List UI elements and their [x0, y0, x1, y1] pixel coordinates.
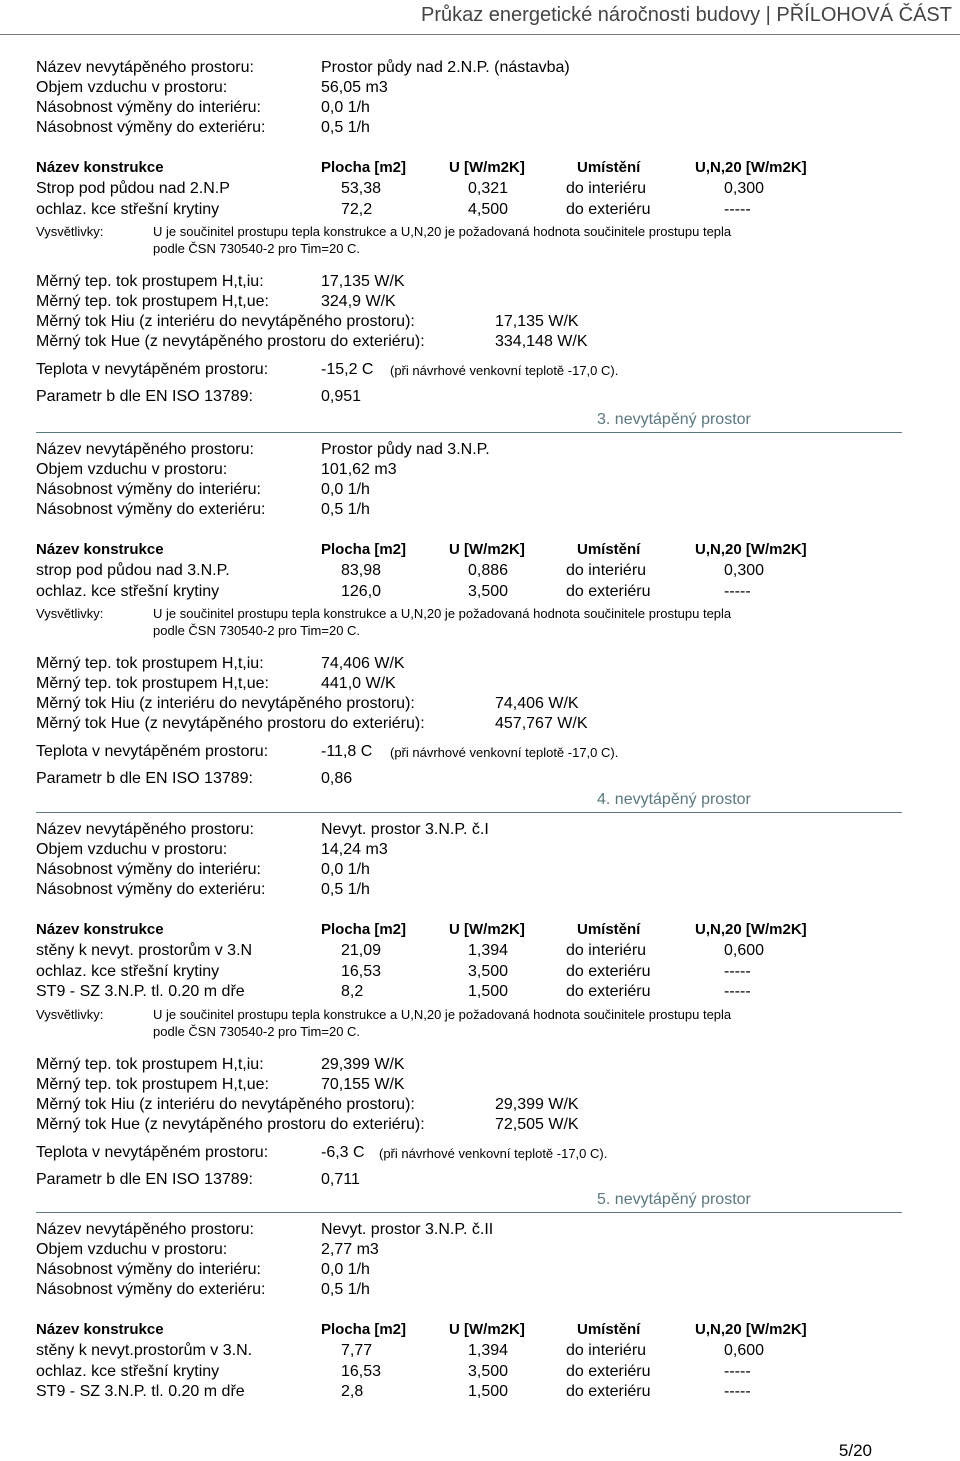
- exchange-ext-label: Násobnost výměny do exteriéru:: [36, 119, 266, 136]
- header-title: Průkaz energetické náročnosti budovy | PŘÍLOHOVÁ ČÁST: [421, 4, 952, 26]
- col-header-name: Název konstrukce: [36, 1321, 164, 1338]
- table-cell-location: do exteriéru: [566, 1383, 651, 1400]
- heat-flow-ue-value: 70,155 W/K: [321, 1075, 405, 1093]
- air-volume-value: 2,77 m3: [321, 1241, 379, 1258]
- table-cell-location: do exteriéru: [566, 582, 651, 600]
- table-cell-location: do interiéru: [566, 562, 647, 579]
- col-header-un: U,N,20 [W/m2K]: [695, 541, 807, 558]
- air-volume-value: 101,62 m3: [321, 461, 397, 478]
- hue-total-label: Měrný tok Hue (z nevytápěného prostoru do exteriéru):: [36, 1115, 425, 1133]
- heat-flow-ue-label: Měrný tep. tok prostupem H,t,ue:: [36, 293, 269, 310]
- table-cell-name: stěny k nevyt.prostorům v 3.N.: [36, 1342, 253, 1359]
- col-header-area: Plocha [m2]: [321, 159, 407, 176]
- table-cell-name: ochlaz. kce střešní krytiny: [36, 1362, 220, 1380]
- table-cell-area: 7,77: [341, 1342, 373, 1359]
- exchange-ext-label: Násobnost výměny do exteriéru:: [36, 881, 266, 898]
- table-cell-name: Strop pod půdou nad 2.N.P: [36, 180, 230, 197]
- table-cell-area: 53,38: [341, 180, 382, 197]
- temperature-note: (při návrhové venkovní teplotě -17,0 C).: [390, 745, 619, 760]
- table-cell-name: ST9 - SZ 3.N.P. tl. 0.20 m dře: [36, 1383, 245, 1400]
- space-name-value: Nevyt. prostor 3.N.P. č.II: [321, 1221, 494, 1238]
- table-cell-area: 83,98: [341, 562, 382, 579]
- parameter-b-label: Parametr b dle EN ISO 13789:: [36, 388, 253, 405]
- col-header-name: Název konstrukce: [36, 541, 164, 558]
- table-cell-location: do exteriéru: [566, 1362, 651, 1380]
- hue-total-label: Měrný tok Hue (z nevytápěného prostoru do exteriéru):: [36, 715, 425, 732]
- table-cell-location: do interiéru: [566, 180, 647, 197]
- table-cell-u: 1,500: [468, 1383, 509, 1400]
- table-cell-u: 4,500: [468, 200, 509, 218]
- hiu-total-value: 74,406 W/K: [495, 695, 579, 712]
- space-name-label: Název nevytápěného prostoru:: [36, 821, 254, 838]
- table-cell-un: -----: [724, 983, 751, 1000]
- hiu-total-value: 17,135 W/K: [495, 313, 579, 330]
- air-volume-label: Objem vzduchu v prostoru:: [36, 461, 228, 478]
- table-cell-area: 72,2: [341, 200, 373, 218]
- hue-total-value: 457,767 W/K: [495, 715, 588, 732]
- air-volume-value: 56,05 m3: [321, 79, 388, 96]
- exchange-ext-value: 0,5 1/h: [321, 501, 370, 518]
- col-header-area: Plocha [m2]: [321, 921, 407, 938]
- space-name-value: Prostor půdy nad 3.N.P.: [321, 441, 490, 458]
- table-cell-u: 1,394: [468, 1342, 509, 1359]
- hue-total-value: 72,505 W/K: [495, 1115, 579, 1133]
- table-cell-area: 8,2: [341, 983, 364, 1000]
- exchange-ext-label: Násobnost výměny do exteriéru:: [36, 1281, 266, 1298]
- legend-text-line1: U je součinitel prostupu tepla konstrukce a U,N,20 je požadovaná hodnota součinitele prostupu tepla: [153, 1006, 732, 1022]
- col-header-location: Umístění: [577, 921, 641, 938]
- table-cell-location: do interiéru: [566, 942, 647, 959]
- table-cell-un: -----: [724, 200, 751, 218]
- hue-total-label: Měrný tok Hue (z nevytápěného prostoru do exteriéru):: [36, 333, 425, 350]
- legend-text-line2: podle ČSN 730540-2 pro Tim=20 C.: [153, 623, 361, 638]
- legend-label: Vysvětlivky:: [36, 606, 104, 621]
- table-cell-name: ochlaz. kce střešní krytiny: [36, 962, 220, 980]
- table-cell-name: stěny k nevyt. prostorům v 3.N: [36, 942, 253, 959]
- air-volume-label: Objem vzduchu v prostoru:: [36, 79, 228, 96]
- table-cell-name: strop pod půdou nad 3.N.P.: [36, 562, 230, 579]
- temperature-value: -11,8 C: [321, 743, 373, 760]
- table-cell-un: 0,600: [724, 942, 765, 959]
- heat-flow-ue-label: Měrný tep. tok prostupem H,t,ue:: [36, 1075, 269, 1093]
- exchange-ext-label: Násobnost výměny do exteriéru:: [36, 501, 266, 518]
- legend-text-line2: podle ČSN 730540-2 pro Tim=20 C.: [153, 1023, 361, 1039]
- exchange-int-value: 0,0 1/h: [321, 481, 370, 498]
- hiu-total-label: Měrný tok Hiu (z interiéru do nevytápěného prostoru):: [36, 1095, 415, 1113]
- col-header-name: Název konstrukce: [36, 159, 164, 176]
- temperature-value: -15,2 C: [321, 361, 374, 378]
- temperature-note: (při návrhové venkovní teplotě -17,0 C).: [390, 363, 619, 378]
- parameter-b-value: 0,951: [321, 388, 362, 405]
- exchange-ext-value: 0,5 1/h: [321, 1281, 370, 1298]
- section-heading: 3. nevytápěný prostor: [597, 411, 751, 428]
- table-cell-un: 0,300: [724, 562, 765, 579]
- heat-flow-ue-value: 324,9 W/K: [321, 293, 396, 310]
- legend-label: Vysvětlivky:: [36, 224, 104, 239]
- exchange-int-label: Násobnost výměny do interiéru:: [36, 99, 261, 116]
- temperature-value: -6,3 C: [321, 1143, 365, 1161]
- exchange-int-label: Násobnost výměny do interiéru:: [36, 1261, 261, 1278]
- col-header-location: Umístění: [577, 541, 641, 558]
- air-volume-label: Objem vzduchu v prostoru:: [36, 841, 228, 858]
- table-cell-un: 0,300: [724, 180, 765, 197]
- heat-flow-ue-value: 441,0 W/K: [321, 675, 396, 692]
- table-cell-un: 0,600: [724, 1342, 765, 1359]
- air-volume-value: 14,24 m3: [321, 841, 388, 858]
- air-volume-label: Objem vzduchu v prostoru:: [36, 1241, 228, 1258]
- col-header-name: Název konstrukce: [36, 921, 164, 938]
- hiu-total-label: Měrný tok Hiu (z interiéru do nevytápěného prostoru):: [36, 313, 415, 330]
- col-header-un: U,N,20 [W/m2K]: [695, 1321, 807, 1338]
- col-header-u: U [W/m2K]: [449, 541, 525, 558]
- section-divider: [36, 432, 902, 433]
- hue-total-value: 334,148 W/K: [495, 333, 588, 350]
- col-header-location: Umístění: [577, 159, 641, 176]
- table-cell-area: 21,09: [341, 942, 382, 959]
- table-cell-u: 3,500: [468, 962, 509, 980]
- table-cell-un: -----: [724, 582, 751, 600]
- col-header-u: U [W/m2K]: [449, 159, 525, 176]
- heat-flow-iu-label: Měrný tep. tok prostupem H,t,iu:: [36, 273, 264, 290]
- exchange-int-value: 0,0 1/h: [321, 1261, 370, 1278]
- heat-flow-iu-label: Měrný tep. tok prostupem H,t,iu:: [36, 1055, 264, 1073]
- temperature-label: Teplota v nevytápěném prostoru:: [36, 1143, 269, 1161]
- page-header: [0, 0, 960, 40]
- space-name-label: Název nevytápěného prostoru:: [36, 59, 254, 76]
- table-cell-un: -----: [724, 1362, 751, 1380]
- hiu-total-label: Měrný tok Hiu (z interiéru do nevytápěného prostoru):: [36, 695, 415, 712]
- exchange-int-value: 0,0 1/h: [321, 861, 370, 878]
- temperature-note: (při návrhové venkovní teplotě -17,0 C).: [379, 1145, 608, 1161]
- parameter-b-value: 0,711: [321, 1170, 360, 1188]
- temperature-label: Teplota v nevytápěném prostoru:: [36, 743, 269, 760]
- space-name-value: Nevyt. prostor 3.N.P. č.I: [321, 821, 489, 838]
- heat-flow-ue-label: Měrný tep. tok prostupem H,t,ue:: [36, 675, 269, 692]
- section-heading: 4. nevytápěný prostor: [597, 791, 751, 808]
- table-cell-u: 3,500: [468, 1362, 509, 1380]
- table-cell-location: do exteriéru: [566, 962, 651, 980]
- table-cell-name: ochlaz. kce střešní krytiny: [36, 200, 220, 218]
- heat-flow-iu-value: 74,406 W/K: [321, 655, 405, 672]
- heat-flow-iu-value: 29,399 W/K: [321, 1055, 405, 1073]
- section-divider: [36, 1212, 902, 1213]
- exchange-ext-value: 0,5 1/h: [321, 119, 370, 136]
- table-cell-area: 2,8: [341, 1383, 364, 1400]
- legend-text-line1: U je součinitel prostupu tepla konstrukce a U,N,20 je požadovaná hodnota součinitele prostupu tepla: [153, 606, 732, 621]
- col-header-un: U,N,20 [W/m2K]: [695, 159, 807, 176]
- exchange-int-label: Násobnost výměny do interiéru:: [36, 861, 261, 878]
- space-name-label: Název nevytápěného prostoru:: [36, 1221, 254, 1238]
- hiu-total-value: 29,399 W/K: [495, 1095, 579, 1113]
- heat-flow-iu-label: Měrný tep. tok prostupem H,t,iu:: [36, 655, 264, 672]
- parameter-b-value: 0,86: [321, 770, 353, 787]
- space-name-value: Prostor půdy nad 2.N.P. (nástavba): [321, 59, 570, 76]
- exchange-int-value: 0,0 1/h: [321, 99, 370, 116]
- table-cell-location: do exteriéru: [566, 983, 651, 1000]
- legend-text-line2: podle ČSN 730540-2 pro Tim=20 C.: [153, 241, 361, 256]
- col-header-location: Umístění: [577, 1321, 641, 1338]
- table-cell-name: ochlaz. kce střešní krytiny: [36, 582, 220, 600]
- exchange-ext-value: 0,5 1/h: [321, 881, 370, 898]
- col-header-u: U [W/m2K]: [449, 1321, 525, 1338]
- table-cell-location: do interiéru: [566, 1342, 647, 1359]
- page-number: 5/20: [838, 1441, 872, 1460]
- section-divider: [36, 812, 902, 813]
- header-divider: [0, 34, 960, 35]
- heat-flow-iu-value: 17,135 W/K: [321, 273, 405, 290]
- space-name-label: Název nevytápěného prostoru:: [36, 441, 254, 458]
- table-cell-un: -----: [724, 1383, 751, 1400]
- col-header-u: U [W/m2K]: [449, 921, 525, 938]
- table-cell-u: 3,500: [468, 582, 509, 600]
- table-cell-u: 0,886: [468, 562, 509, 579]
- table-cell-u: 1,394: [468, 942, 509, 959]
- col-header-area: Plocha [m2]: [321, 1321, 407, 1338]
- legend-label: Vysvětlivky:: [36, 1006, 104, 1022]
- table-cell-name: ST9 - SZ 3.N.P. tl. 0.20 m dře: [36, 983, 245, 1000]
- section-heading: 5. nevytápěný prostor: [597, 1191, 751, 1208]
- parameter-b-label: Parametr b dle EN ISO 13789:: [36, 1170, 253, 1188]
- table-cell-u: 0,321: [468, 180, 509, 197]
- parameter-b-label: Parametr b dle EN ISO 13789:: [36, 770, 253, 787]
- legend-text-line1: U je součinitel prostupu tepla konstrukce a U,N,20 je požadovaná hodnota součinitele prostupu tepla: [153, 224, 732, 239]
- table-cell-area: 16,53: [341, 1362, 382, 1380]
- table-cell-area: 16,53: [341, 962, 382, 980]
- table-cell-location: do exteriéru: [566, 200, 651, 218]
- col-header-un: U,N,20 [W/m2K]: [695, 921, 807, 938]
- exchange-int-label: Násobnost výměny do interiéru:: [36, 481, 261, 498]
- table-cell-un: -----: [724, 962, 751, 980]
- temperature-label: Teplota v nevytápěném prostoru:: [36, 361, 269, 378]
- table-cell-u: 1,500: [468, 983, 509, 1000]
- col-header-area: Plocha [m2]: [321, 541, 407, 558]
- table-cell-area: 126,0: [341, 582, 382, 600]
